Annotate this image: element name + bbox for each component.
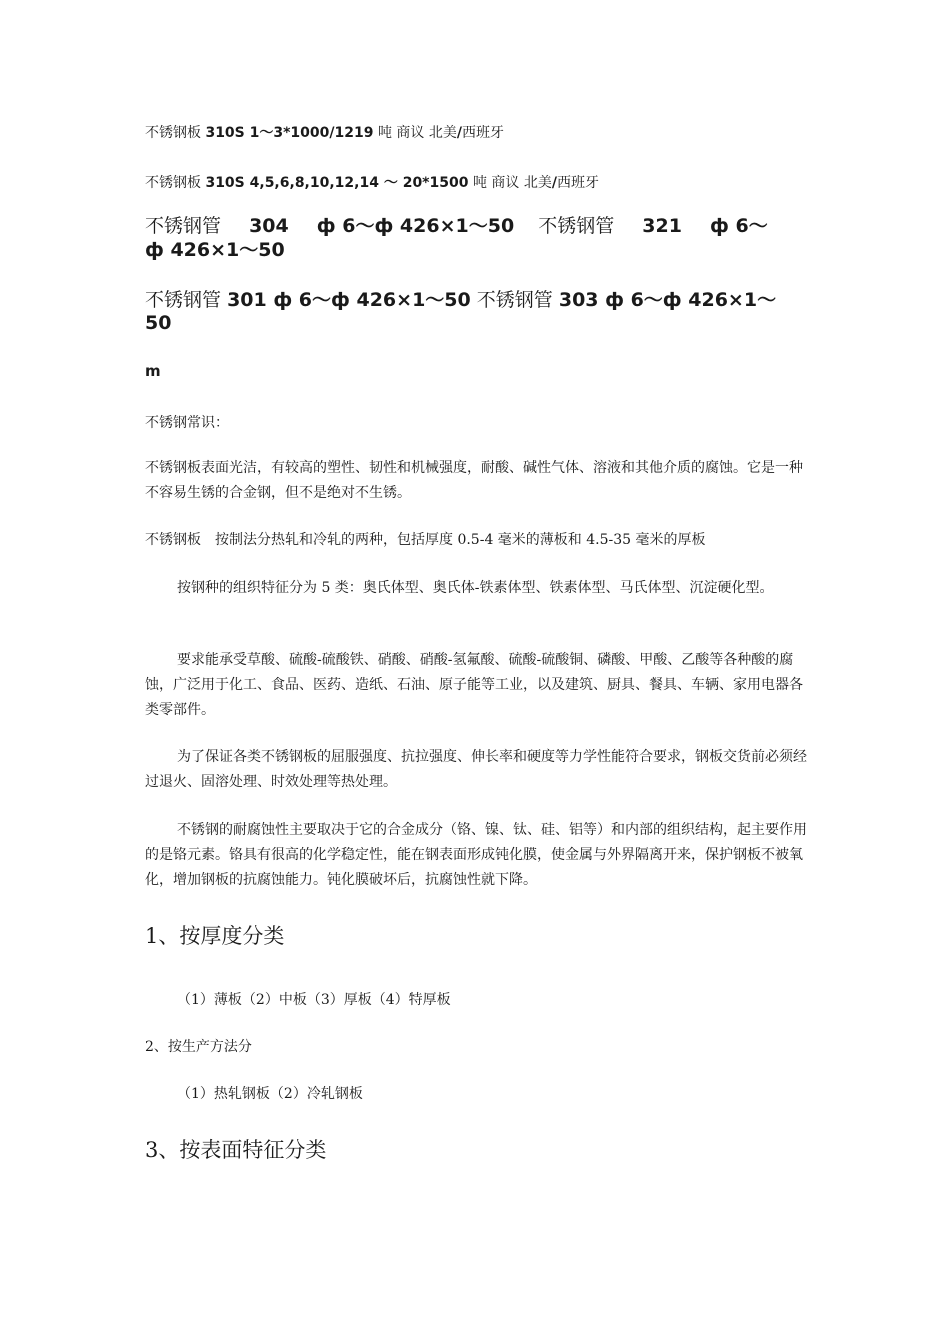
pipe-spec-a: 301 ф 6～ф 426×1～50 [227,289,471,311]
pipe-name-a: 不锈钢管 [145,289,222,311]
product-line-2 [145,172,599,192]
pipe-grade-b: 321 [642,215,682,237]
product-name: 不锈钢板 [145,175,201,191]
product-price: 商议 [491,175,520,191]
pipe-line-3b [145,238,285,262]
heading-production: 2、按生产方法分 [145,1039,252,1055]
slash: / [551,175,557,191]
paragraph-1: 不锈钢板表面光洁，有较高的塑性、韧性和机械强度，耐酸、碱性气体、溶液和其他介质的腐蚀。它是一种不容易生锈的合金钢，但不是绝对不生锈。 [145,460,803,501]
pipe-spec-b: 303 ф 6～ф 426×1～ [558,289,777,311]
product-spec: 310S 1～3*1000/1219 [205,125,374,141]
product-region-a: 北美 [428,125,457,141]
product-unit: 吨 [377,125,392,141]
product-name: 不锈钢板 [145,125,201,141]
pipe-line-4b [145,311,171,335]
pipe-size-a: ф 6～ф 426×1～50 [316,215,515,237]
pipe-line-4a [145,288,776,312]
product-spec: 310S 4,5,6,8,10,12,14 ～ 20*1500 [205,175,469,191]
paragraph-5: 为了保证各类不锈钢板的屈服强度、抗拉强度、伸长率和硬度等力学性能符合要求，钢板交货前必须经过退火、固溶处理、时效处理等热处理。 [145,749,807,790]
slash: / [456,125,462,141]
paragraph-6: 不锈钢的耐腐蚀性主要取决于它的合金成分（铬、镍、钛、硅、铝等）和内部的组织结构，起主要作用的是铬元素。铬具有很高的化学稳定性，能在钢表面形成钝化膜，使金属与外界隔离开来，保护钢板不被氧化，增加钢板的抗腐蚀能力。钝化膜破坏后，抗腐蚀性就下降。 [145,822,807,888]
thickness-list: （1）薄板（2）中板（3）厚板（4）特厚板 [177,992,451,1008]
product-unit: 吨 [472,175,487,191]
pipe-name-b: 不锈钢管 [476,289,553,311]
paragraph-4: 要求能承受草酸、硫酸-硫酸铁、硝酸、硝酸-氢氟酸、硫酸-硫酸铜、磷酸、甲酸、乙酸等各种酸的腐蚀，广泛用于化工、食品、医药、造纸、石油、原子能等工业，以及建筑、厨具、餐具、车辆、家用电器各类零部件。 [145,652,803,718]
product-line-1 [145,122,504,142]
paragraph-2: 不锈钢板 按制法分热轧和冷轧的两种，包括厚度 0.5-4 毫米的薄板和 4.5-35 毫米的厚板 [145,532,706,548]
product-region-b: 西班牙 [556,175,599,191]
product-price: 商议 [396,125,425,141]
heading-thickness: 1、按厚度分类 [145,924,285,948]
pipe-name-b: 不锈钢管 [538,215,615,237]
paragraph-3: 按钢种的组织特征分为 5 类：奥氏体型、奥氏体-铁素体型、铁素体型、马氏体型、沉淀硬化型。 [177,580,774,596]
pipe-grade-a: 304 [249,215,289,237]
product-region-a: 北美 [523,175,552,191]
heading-surface: 3、按表面特征分类 [145,1138,327,1162]
product-region-b: 西班牙 [461,125,504,141]
pipe-name-a: 不锈钢管 [145,215,222,237]
pipe-line-3a [145,214,768,238]
production-list: （1）热轧钢板（2）冷轧钢板 [177,1086,363,1102]
knowledge-title: 不锈钢常识： [145,415,229,431]
unit-m: m [145,362,161,380]
pipe-spec-b-cont: 50 [145,312,172,334]
pipe-size-b-cont: ф 426×1～50 [145,239,285,261]
pipe-size-b: ф 6～ [710,215,768,237]
